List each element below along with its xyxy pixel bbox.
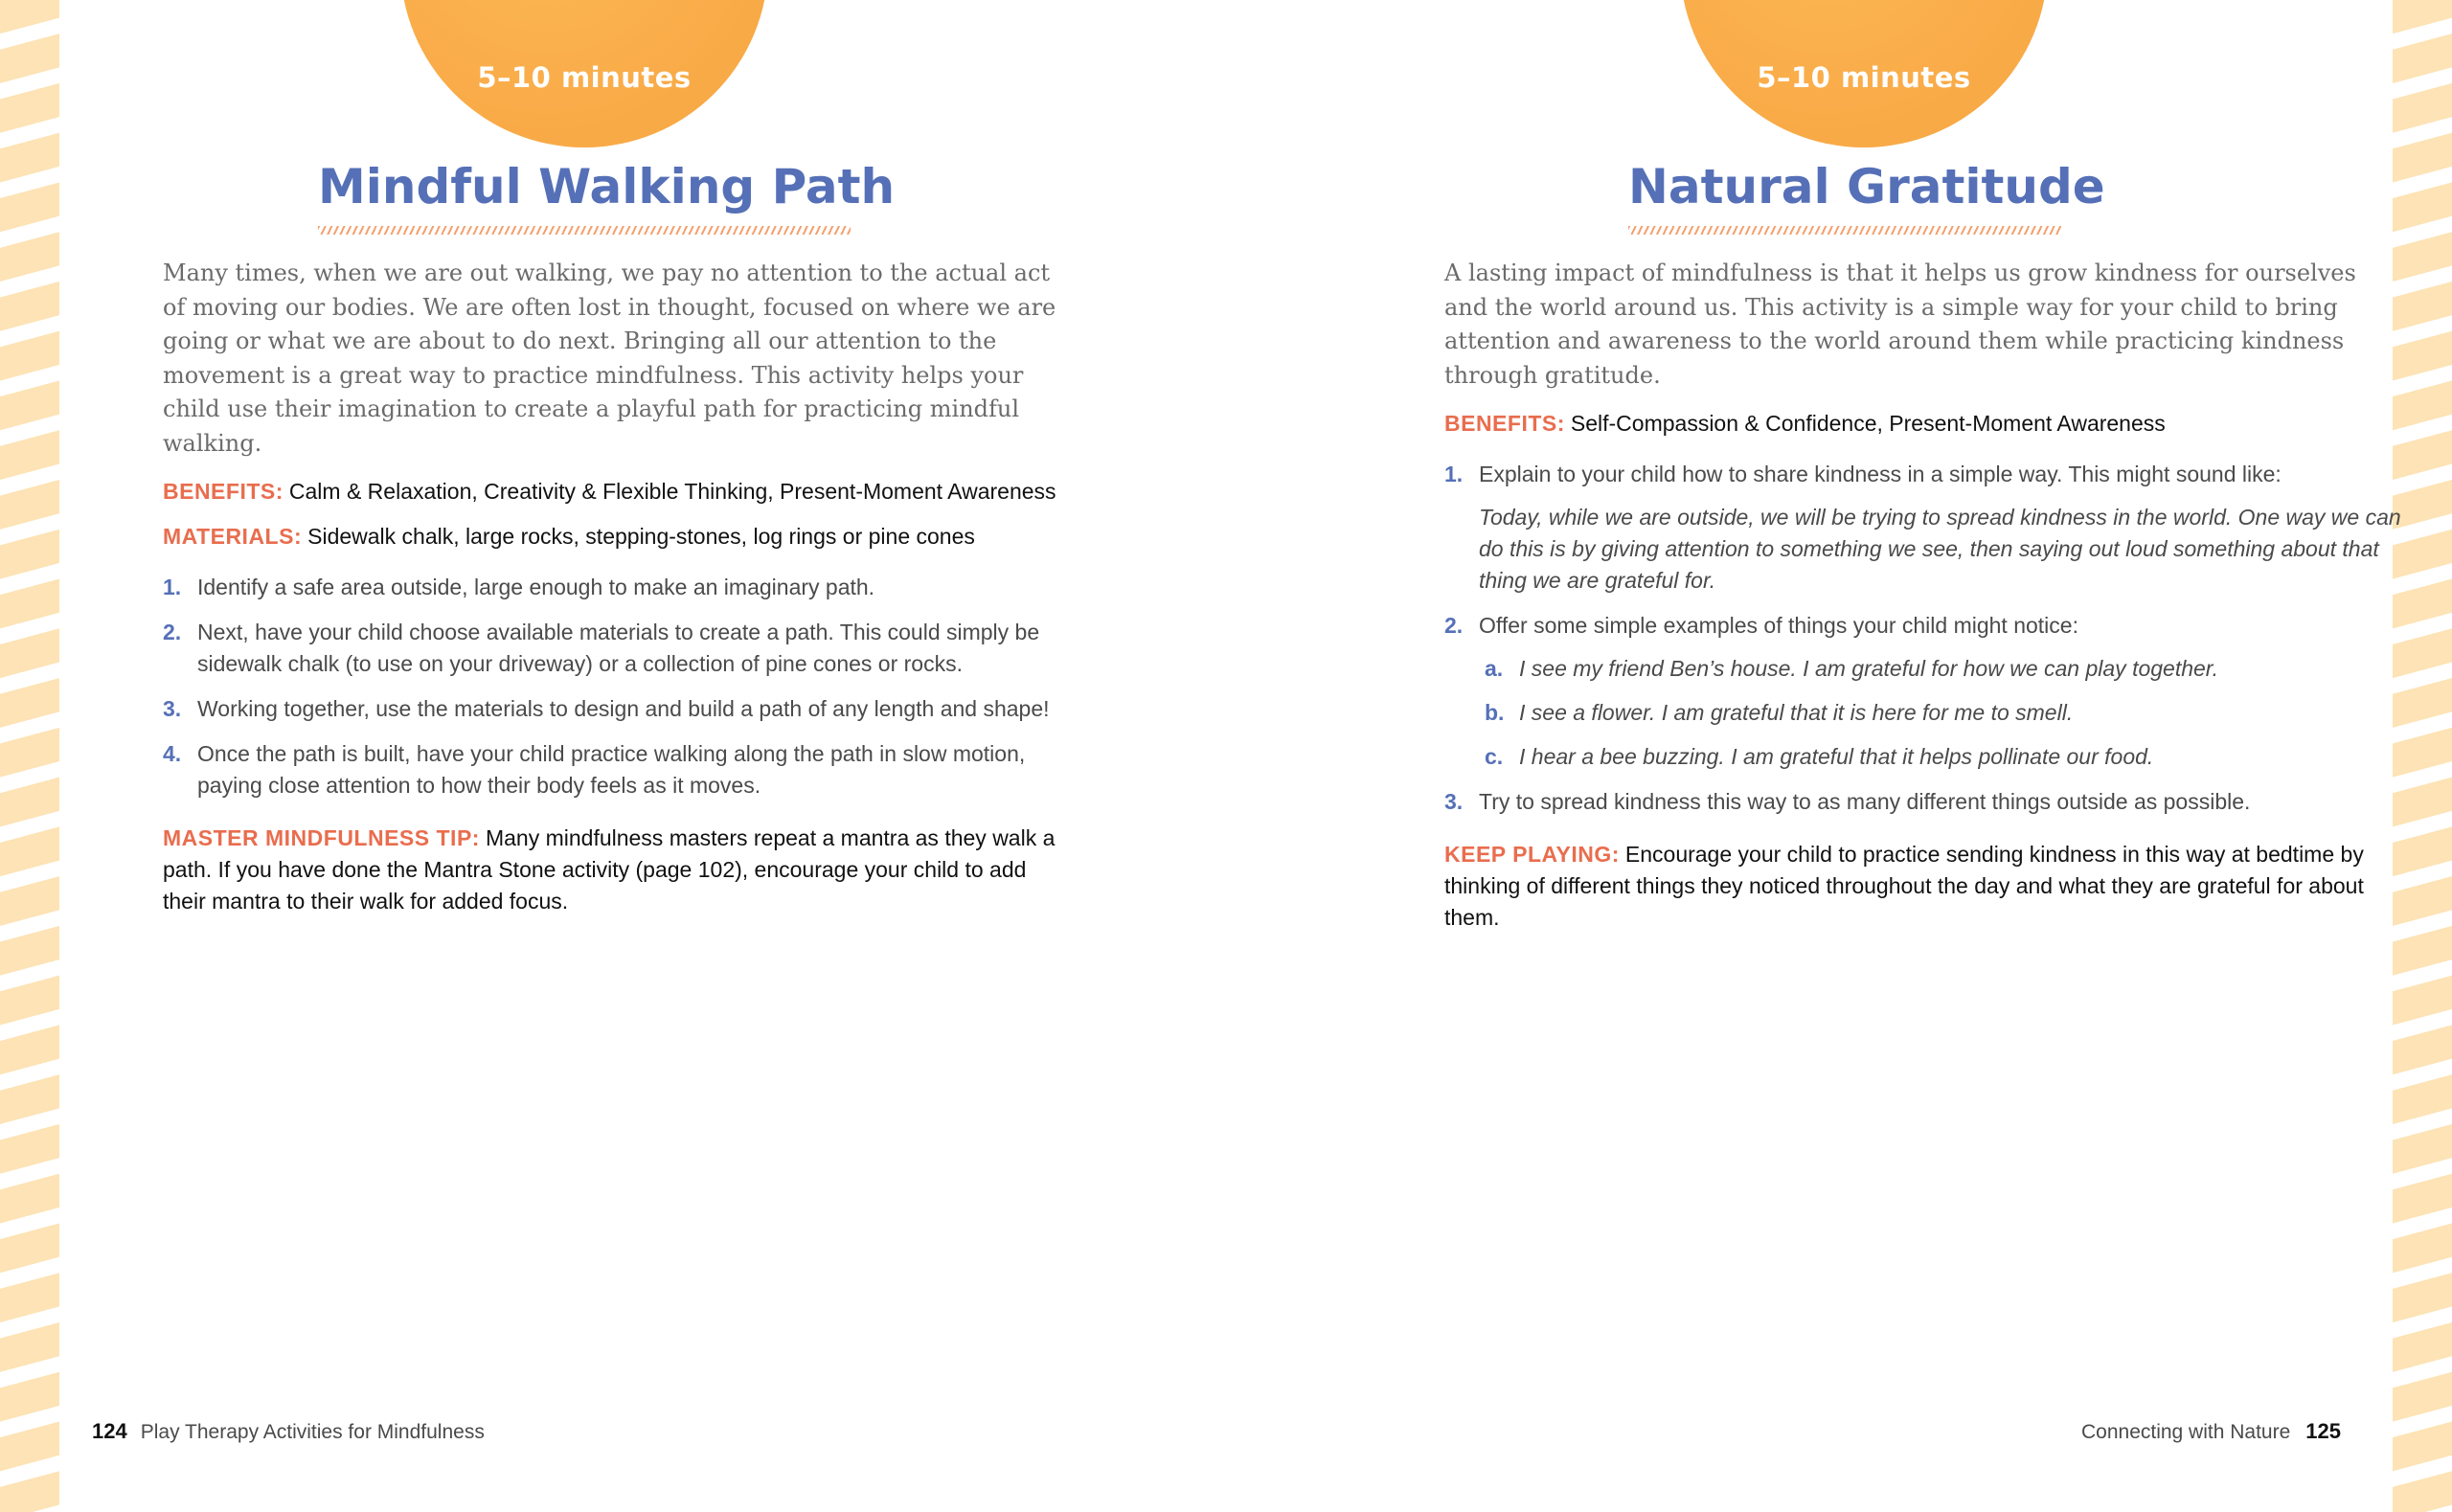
- tip-label: MASTER MINDFULNESS TIP:: [163, 825, 480, 850]
- decorative-border-left: [0, 0, 59, 1512]
- title-underline: [318, 226, 851, 235]
- activity-title: Mindful Walking Path: [318, 159, 896, 214]
- benefits-line: [163, 476, 1073, 508]
- keep-playing-label: KEEP PLAYING:: [1444, 842, 1620, 867]
- activity-header: [318, 153, 896, 235]
- time-badge: 5–10 minutes: [1757, 61, 1971, 94]
- materials-text: Sidewalk chalk, large rocks, stepping-stones, log rings or pine cones: [307, 524, 975, 549]
- activity-body: [1444, 257, 2402, 956]
- step-text: Explain to your child how to share kindness in a simple way. This might sound like:: [1479, 462, 2282, 486]
- step-number: 1.: [163, 575, 182, 599]
- example-text: I see a flower. I am grateful that it is here for me to smell.: [1519, 700, 2074, 725]
- page-footer: [2081, 1419, 2341, 1444]
- example-item: [1485, 697, 2402, 729]
- step-number: 1.: [1444, 462, 1464, 486]
- step-item: [1444, 786, 2402, 818]
- steps-list: [163, 572, 1073, 801]
- step-number: 3.: [163, 696, 182, 721]
- example-item: [1485, 741, 2402, 773]
- example-letter: b.: [1485, 700, 1505, 725]
- activity-header: [1628, 153, 2105, 235]
- step-number: 3.: [1444, 789, 1464, 814]
- activity-title: Natural Gratitude: [1628, 159, 2105, 214]
- page-footer: [92, 1419, 485, 1444]
- step-item: [163, 693, 1073, 725]
- benefits-label: BENEFITS:: [163, 479, 284, 504]
- benefits-label: BENEFITS:: [1444, 411, 1565, 436]
- steps-list: [1444, 459, 2402, 818]
- step-text: Identify a safe area outside, large enough to make an imaginary path.: [197, 575, 875, 599]
- step-item: [1444, 610, 2402, 773]
- step-item: [163, 738, 1073, 801]
- step-text: Offer some simple examples of things your child might notice:: [1479, 613, 2078, 638]
- time-badge: 5–10 minutes: [477, 61, 692, 94]
- keep-playing-text: Encourage your child to practice sending kindness in this way at bedtime by thinking of different things they noticed throughout the day and what they are grateful for about them.: [1444, 842, 2364, 930]
- tip-text: Many mindfulness masters repeat a mantra as they walk a path. If you have done the Mantra Stone activity (page 102), encourage your child to add their mantra to their walk for added focus.: [163, 825, 1056, 914]
- benefits-text: Self-Compassion & Confidence, Present-Moment Awareness: [1570, 411, 2166, 436]
- materials-label: MATERIALS:: [163, 524, 303, 549]
- example-quote: Today, while we are outside, we will be trying to spread kindness in the world. One way we can do this is by giving attention to something we see, then saying out loud something about that thing we are grateful for.: [1479, 505, 2401, 593]
- step-number: 2.: [1444, 613, 1464, 638]
- example-text: I hear a bee buzzing. I am grateful that it helps pollinate our food.: [1519, 744, 2154, 769]
- tip-paragraph: [163, 823, 1073, 917]
- example-item: [1485, 653, 2402, 685]
- step-item: [163, 572, 1073, 603]
- materials-line: [163, 521, 1073, 553]
- examples-list: [1485, 653, 2402, 773]
- intro-paragraph: Many times, when we are out walking, we pay no attention to the actual act of moving our bodies. We are often lost in thought, focused on where we are going or what we are about to do next. Bringing all our attention to the movement is a great way to practice mindfulness. This activity helps your child use their imagination to create a playful path for practicing mindful walking.: [163, 260, 1056, 457]
- benefits-line: [1444, 408, 2402, 440]
- running-head: Play Therapy Activities for Mindfulness: [140, 1421, 485, 1443]
- page-number: 124: [92, 1419, 127, 1443]
- step-item: [1444, 459, 2402, 597]
- step-item: [163, 617, 1073, 680]
- activity-body: [163, 257, 1073, 939]
- example-letter: c.: [1485, 744, 1504, 769]
- step-text: Once the path is built, have your child practice walking along the path in slow motion, paying close attention to how their body feels as it moves.: [197, 741, 1026, 798]
- example-text: I see my friend Ben’s house. I am grateful for how we can play together.: [1519, 656, 2219, 681]
- running-head: Connecting with Nature: [2080, 1421, 2291, 1443]
- intro-paragraph: A lasting impact of mindfulness is that it helps us grow kindness for ourselves and the world around us. This activity is a simple way for your child to bring attention and awareness to the world around them while practicing kindness through gratitude.: [1444, 260, 2356, 389]
- step-text: Try to spread kindness this way to as many different things outside as possible.: [1479, 789, 2251, 814]
- title-underline: [1628, 226, 2061, 235]
- left-page: [59, 0, 1226, 1512]
- step-number: 4.: [163, 741, 182, 766]
- step-text: Next, have your child choose available materials to create a path. This could simply be sidewalk chalk (to use on your driveway) or a collection of pine cones or rocks.: [197, 620, 1040, 676]
- benefits-text: Calm & Relaxation, Creativity & Flexible Thinking, Present-Moment Awareness: [288, 479, 1056, 504]
- keep-playing-paragraph: [1444, 839, 2402, 934]
- step-text: Working together, use the materials to design and build a path of any length and shape!: [197, 696, 1050, 721]
- example-letter: a.: [1485, 656, 1504, 681]
- right-page: [1226, 0, 2401, 1512]
- page-number: 125: [2305, 1419, 2341, 1443]
- step-number: 2.: [163, 620, 182, 644]
